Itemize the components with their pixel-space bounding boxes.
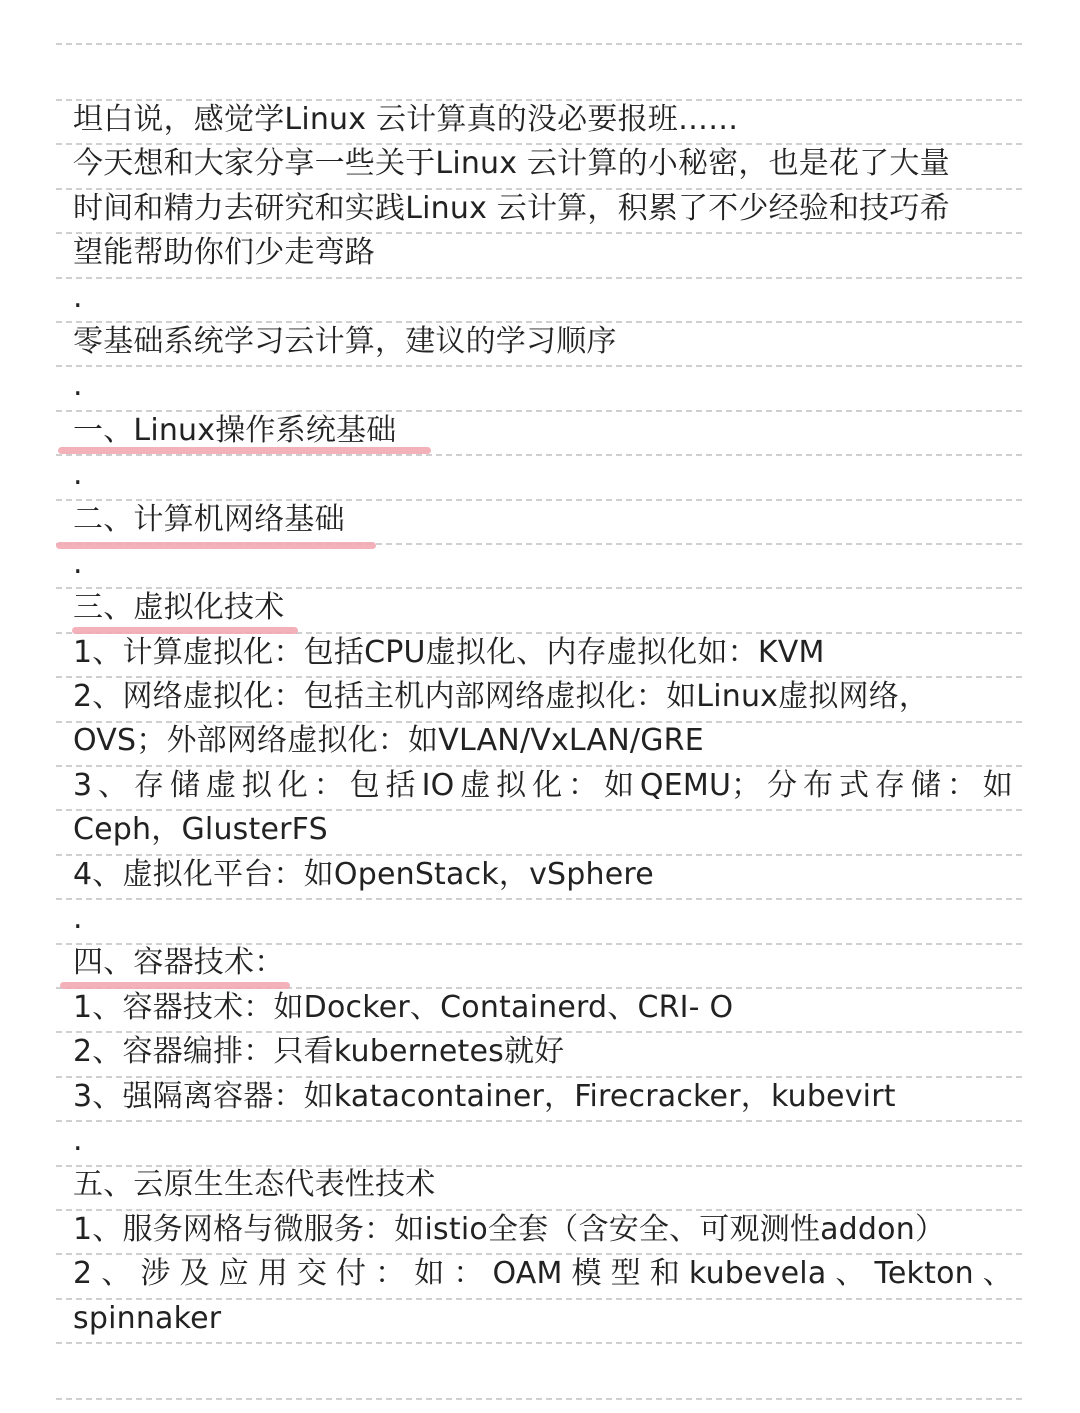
rule-line — [56, 1398, 1022, 1400]
separator-dot: . — [73, 457, 83, 493]
separator-dot: . — [73, 545, 83, 581]
list-item: 3、强隔离容器：如katacontainer，Firecracker，kubevirt — [73, 1078, 896, 1114]
section-heading-linux: 一、Linux操作系统基础 — [73, 412, 397, 448]
separator-dot: . — [73, 1122, 83, 1158]
separator-dot: . — [73, 279, 83, 315]
rule-line — [56, 1342, 1022, 1344]
list-item: 1、计算虚拟化：包括CPU虚拟化、内存虚拟化如：KVM — [73, 634, 825, 670]
list-item: Ceph，GlusterFS — [73, 812, 328, 848]
rule-line — [56, 43, 1022, 45]
separator-dot: . — [73, 901, 83, 937]
section-heading-network: 二、计算机网络基础 — [73, 501, 345, 537]
intro-line: 今天想和大家分享一些关于Linux 云计算的小秘密，也是花了大量 — [73, 146, 950, 182]
note-body — [73, 98, 1013, 1341]
intro-line: 坦白说，感觉学Linux 云计算真的没必要报班…… — [73, 102, 739, 137]
section-heading-containers: 四、容器技术： — [73, 945, 285, 981]
list-item: 2、容器编排：只看kubernetes就好 — [73, 1034, 565, 1070]
section-heading-virtualization: 三、虚拟化技术 — [73, 590, 285, 626]
list-item: 4、虚拟化平台：如OpenStack，vSphere — [73, 856, 654, 892]
list-item: OVS；外部网络虚拟化：如VLAN/VxLAN/GRE — [73, 723, 704, 759]
separator-dot: . — [73, 368, 83, 404]
list-item: 2、涉及应用交付：如：OAM模型和kubevela、Tekton、 — [73, 1256, 1013, 1292]
list-item: 3、存储虚拟化：包括IO虚拟化：如QEMU；分布式存储：如 — [73, 767, 1013, 803]
subtitle: 零基础系统学习云计算，建议的学习顺序 — [73, 323, 617, 359]
list-item: 2、网络虚拟化：包括主机内部网络虚拟化：如Linux虚拟网络， — [73, 679, 930, 715]
list-item: 1、服务网格与微服务：如istio全套（含安全、可观测性addon） — [73, 1211, 946, 1247]
section-heading-cloud-native: 五、云原生生态代表性技术 — [73, 1167, 436, 1203]
intro-line: 望能帮助你们少走弯路 — [73, 235, 375, 271]
list-item: 1、容器技术：如Docker、Containerd、CRI- O — [73, 989, 734, 1025]
list-item: spinnaker — [73, 1300, 222, 1336]
intro-line: 时间和精力去研究和实践Linux 云计算，积累了不少经验和技巧希 — [73, 190, 950, 226]
